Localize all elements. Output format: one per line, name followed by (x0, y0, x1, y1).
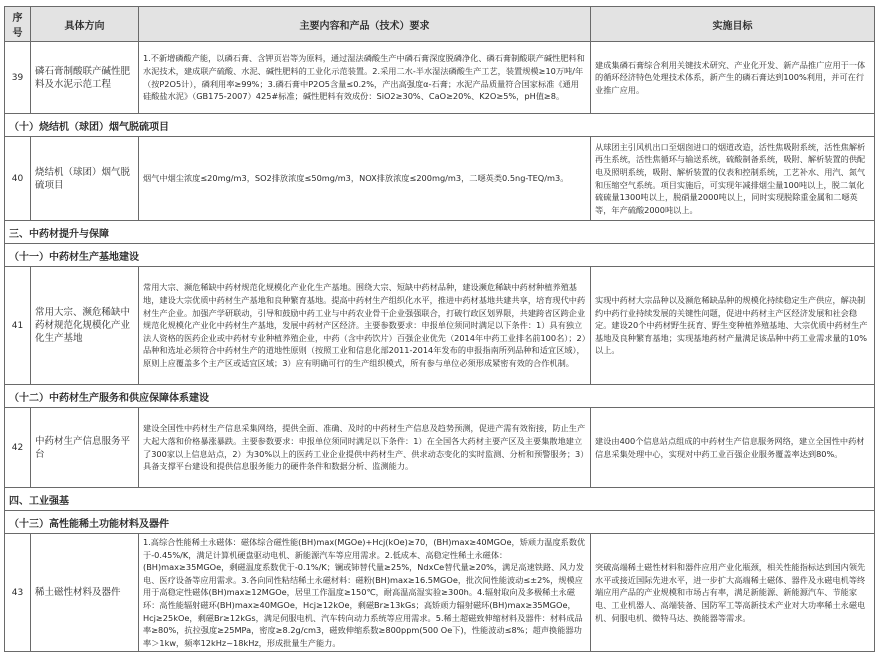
row-content: 1.高综合性能稀土永磁体：磁体综合磁性能(BH)max(MGOe)+Hcj(kOe)≥70，(BH)max≥40MGOe，矫顽力温度系数优于-0.45%/K，满足计算机硬盘驱动电机、新能源汽车等应用需求。2.低成本、高稳定性稀土永磁体：(BH)max≥35MGOe，剩磁温度系数优于-0.1%/K；镧或铈替代量≥25%，NdxCe替代量≥20%，满足高速铁路、风力发电、医疗设备等应用需求。3.各向同性粘结稀土永磁材料：磁粉(BH)max≥16.5MGOe，批次间性能波动≤±2%，规模应用于高稳定性磁体(BH)max≥12MGOe，居里工作温度≥150℃，耐高温高湿实验≥300h。4.辐射取向及多极稀土永磁环：高性能辐射磁环(BH)max≥40MGOe，Hcj≥12kOe，剩磁Br≥13kGs；高矫顽力辐射磁环(BH)max≥35MGOe，Hcj≥25kOe，剩磁Br≥12kGs，满足伺服电机、汽车转向动力系统等应用需求。5.稀土超磁致伸缩材料及器件：材料成品率≥80%，抗拉强度≥25MPa，密度≥8.2g/cm3，磁致伸缩系数≥800ppm(500 Oe下)，性能波动≤8%；超声换能器功率＞1kw，频率12kHz~18kHz，形成批量生产能力。 (139, 534, 591, 652)
row-target: 突破高端稀土磁性材料和器件应用产业化瓶颈，相关性能指标达到国内领先水平或接近国际先进水平，进一步扩大高端稀土磁体、器件及永磁电机等终端应用产品的产业规模和市场占有率，满足新能源、新能源汽车、节能家电、工业机器人、高端装备、国防军工等高新技术产业对大功率稀土永磁电机、伺服电机、微特马达、换能器等需求。 (591, 534, 875, 652)
row-direction: 稀土磁性材料及器件 (31, 534, 139, 652)
subsection-heading-13: （十三）高性能稀土功能材料及器件 (5, 511, 875, 534)
header-no: 序号 (5, 7, 31, 42)
row-content: 1.不新增磷酸产能，以磷石膏、含钾页岩等为原料，通过湿法磷酸生产中磷石膏深度脱磷净化、磷石膏制酸联产碱性肥料和水泥技术，建成联产硫酸、水泥、碱性肥料的工业化示范装置。2.采用二水-半水湿法磷酸生产工艺，装置规模≥10万吨/年（按P2O5计），磷利用率≥99%；3.磷石膏中P2O5含量≤0.2%，产出高强度α-石膏；水泥产品质量符合国家标准《通用硅酸盐水泥》（GB175-2007）425#标准；碱性肥料有效成份：SiO2≥30%、CaO≥20%、K2O≥5%，pH值≥8。 (139, 42, 591, 114)
header-content: 主要内容和产品（技术）要求 (139, 7, 591, 42)
row-direction: 烧结机（球团）烟气脱硫项目 (31, 137, 139, 221)
row-target: 建设由400个信息站点组成的中药材生产信息服务网络，建立全国性中药材信息采集处理中心，实现对中药工业百强企业服务覆盖率达到80%。 (591, 408, 875, 488)
row-number: 43 (5, 534, 31, 652)
document-page (4, 6, 874, 656)
row-number: 40 (5, 137, 31, 221)
row-number: 41 (5, 267, 31, 385)
section-heading-4: 四、工业强基 (5, 488, 875, 511)
section-heading-3: 三、中药材提升与保障 (5, 221, 875, 244)
table-header-row (5, 7, 875, 42)
table-row-42 (5, 408, 875, 488)
table-row-40 (5, 137, 875, 221)
row-number: 39 (5, 42, 31, 114)
row-direction: 磷石膏制酸联产碱性肥料及水泥示范工程 (31, 42, 139, 114)
row-content: 烟气中烟尘浓度≤20mg/m3，SO2排放浓度≤50mg/m3，NOX排放浓度≤200mg/m3，二噁英类0.5ng-TEQ/m3。 (139, 137, 591, 221)
row-content: 建设全国性中药材生产信息采集网络，提供全面、准确、及时的中药材生产信息及趋势预测，促进产需有效衔接，防止生产大起大落和价格暴涨暴跌。主要参数要求：申报单位须同时满足以下条件：1）在全国各大药材主要产区及主要集散地建立了300家以上信息站点，2）为30%以上的医药工业企业提供中药材生产、供求动态变化的实时监测、分析和预警服务；3）具备支撑平台建设和提供信息服务能力的硬件条件和数据分析、监测能力。 (139, 408, 591, 488)
row-direction: 常用大宗、濒危稀缺中药材规范化规模化产业化生产基地 (31, 267, 139, 385)
subsection-heading-10: （十）烧结机（球团）烟气脱硫项目 (5, 114, 875, 137)
header-direction: 具体方向 (31, 7, 139, 42)
table-row-41 (5, 267, 875, 385)
row-direction: 中药材生产信息服务平台 (31, 408, 139, 488)
table-row-43 (5, 534, 875, 652)
project-table (4, 6, 875, 652)
row-target: 从球团主引风机出口至烟囱进口的烟道改造，活性焦吸附系统，活性焦解析再生系统，活性焦循环与输送系统，硫酸制备系统，吸附、解析装置的供配电及照明系统，吸附、解析装置的仪表和控制系统，工艺补水、用汽、氮气和压缩空气系统。项目实施后，可实现年减排烟尘量100吨以上，脱二氧化硫硫量1300吨以上，脱硝量2000吨以上，同时实现脱除重金属和二噁英等，年产硫酸2000吨以上。 (591, 137, 875, 221)
subsection-heading-11: （十一）中药材生产基地建设 (5, 244, 875, 267)
row-content: 常用大宗、濒危稀缺中药材规范化规模化产业化生产基地。围绕大宗、短缺中药材品种，建设濒危稀缺中药材种植养殖基地，建设大宗优质中药材生产基地和良种繁育基地。提高中药材生产组织化水平，推进中药材基地共建共享，培育现代中药材生产企业。加强产学研联动，引导和鼓励中药工业与中药农业骨干企业强强联合，打破行政区划界限，共建跨省区跨企业规范化规模化产业化中药材生产基地，发展中药材产区经济。主要参数要求：申报单位须同时满足以下条件：1）具有独立法人资格的医药企业或中药材专业种植养殖企业，中药（含中药饮片）百强企业优先（2014年中药工业排名前100名）；2）品种和选址必须符合中药材生产的道地性原则（按照工业和信息化部2011-2014年发布的申报指南所列品种和适宜区域），原则上应覆盖多个主产区或适宜区域；3）应有明确可行的生产组织模式，所有参与单位必须形成紧密有效的合作机制。 (139, 267, 591, 385)
row-target: 建成集磷石膏综合利用关键技术研究、产业化开发、新产品推广应用于一体的循环经济特色处理技术体系，新产生的磷石膏达到100%利用，并可在行业推广应用。 (591, 42, 875, 114)
row-number: 42 (5, 408, 31, 488)
header-target: 实施目标 (591, 7, 875, 42)
table-row-39 (5, 42, 875, 114)
subsection-heading-12: （十二）中药材生产服务和供应保障体系建设 (5, 385, 875, 408)
row-target: 实现中药材大宗品种以及濒危稀缺品种的规模化持续稳定生产供应，解决制约中药行业持续发展的关键性问题，促进中药材主产区经济发展和社会稳定。建设20个中药材野生抚育、野生变种植养殖基地、大宗优质中药材生产基地及良种繁育基地；实现基地药材产量满足该品种中药工业需求量的10%以上。 (591, 267, 875, 385)
